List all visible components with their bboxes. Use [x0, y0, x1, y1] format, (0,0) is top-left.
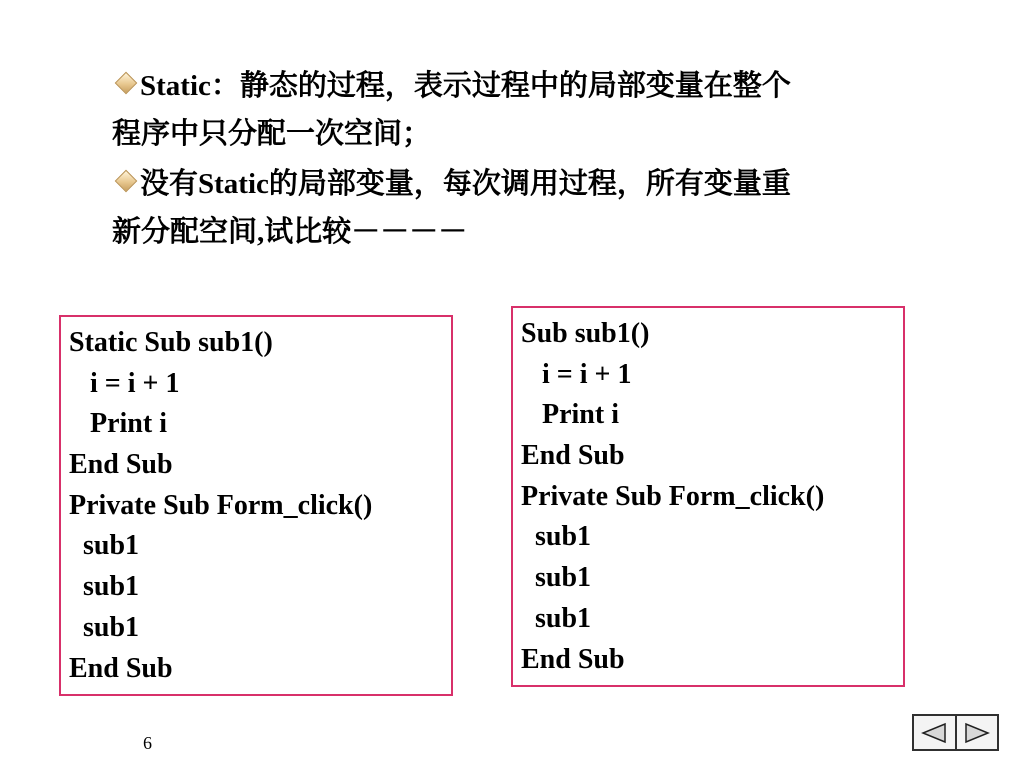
code-line: sub1	[69, 611, 140, 643]
diamond-bullet-icon	[115, 170, 138, 193]
code-line: sub1	[69, 530, 140, 562]
triangle-right-icon	[962, 721, 992, 745]
slide-navigation	[912, 714, 999, 751]
code-line: End Sub	[521, 440, 625, 472]
bullet-keyword: Static	[198, 168, 269, 200]
code-line: sub1	[69, 571, 140, 603]
bullet-comma: ,	[257, 216, 265, 248]
bullet-no-static	[112, 160, 932, 256]
code-line: End Sub	[521, 643, 625, 675]
code-line: sub1	[521, 562, 592, 594]
code-line: Private Sub Form_click()	[69, 489, 373, 521]
page-number: 6	[143, 733, 152, 753]
code-line: sub1	[521, 521, 592, 553]
bullet-text-continued: 新分配空间	[112, 216, 258, 248]
code-line: Print i	[521, 399, 619, 431]
previous-slide-button[interactable]	[913, 715, 956, 750]
bullet-text: ：静态的过程，表示过程中的局部变量在整个	[210, 70, 791, 102]
code-line: i = i + 1	[69, 367, 180, 399]
bullet-static	[112, 62, 932, 158]
bullet-text-continued: 程序中只分配一次空间；	[112, 118, 432, 150]
bullet-text: 的局部变量，每次调用过程，所有变量重	[268, 168, 791, 200]
code-box-static	[59, 315, 453, 696]
bullet-text-continued: 试比较－－－－	[264, 216, 468, 248]
code-line: Static Sub sub1()	[69, 327, 273, 358]
code-line: Print i	[69, 408, 167, 440]
code-line: End Sub	[69, 449, 173, 481]
code-line: Private Sub Form_click()	[521, 480, 825, 512]
diamond-bullet-icon	[115, 72, 138, 95]
bullet-text: 没有	[140, 168, 199, 200]
triangle-left-icon	[919, 721, 949, 745]
code-line: sub1	[521, 602, 592, 634]
code-line: i = i + 1	[521, 358, 632, 390]
next-slide-button[interactable]	[956, 715, 999, 750]
code-line: End Sub	[69, 652, 173, 684]
bullet-list	[112, 62, 932, 258]
code-box-non-static	[511, 306, 905, 687]
bullet-keyword: Static	[140, 70, 211, 102]
code-line: Sub sub1()	[521, 318, 650, 349]
